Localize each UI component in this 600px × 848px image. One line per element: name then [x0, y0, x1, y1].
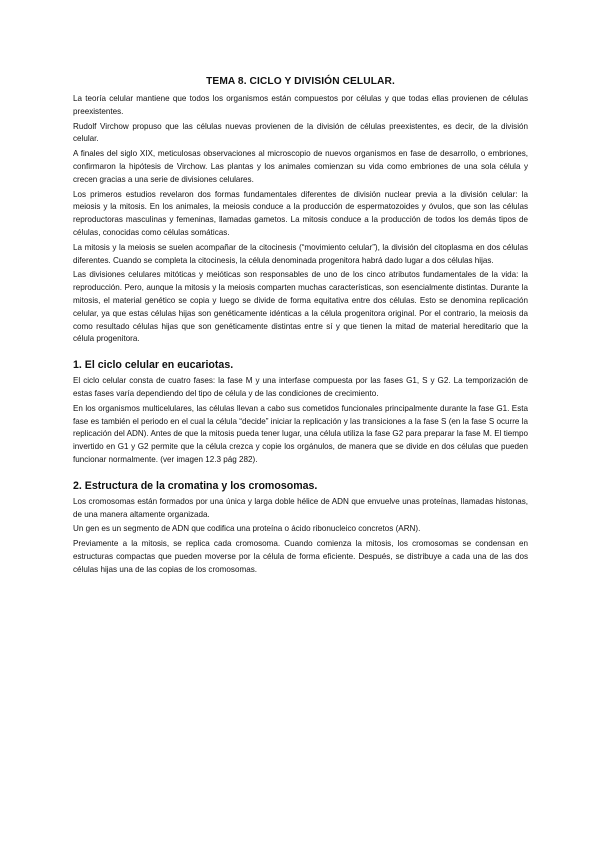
intro-paragraph: Rudolf Virchow propuso que las células nuevas provienen de la división de células preexistentes, es decir, de la división celular. [73, 121, 528, 144]
section2-paragraph: Los cromosomas están formados por una única y larga doble hélice de ADN que envuelve unas proteínas, llamadas histonas, de una manera altamente organizada. [73, 496, 528, 519]
intro-paragraph: La mitosis y la meiosis se suelen acompañar de la citocinesis (“movimiento celular”), la división del citoplasma en dos células diferentes. Cuando se completa la citocinesis, la célula denominada progenitora habrá dado lugar a dos células hijas. [73, 242, 528, 265]
intro-paragraph: Los primeros estudios revelaron dos formas fundamentales diferentes de división nuclear previa a la división celular: la meiosis y la mitosis. En los animales, la meiosis conduce a la producción de espermatozoides y óvulos, que son las células reproductoras masculinas y femeninas, llamadas gametos. La mitosis conduce a la producción de todos los demás tipos de células, conocidas como células somáticas. [73, 189, 528, 237]
section-heading-cell-cycle: 1. El ciclo celular en eucariotas. [73, 359, 234, 372]
section2-paragraph: Un gen es un segmento de ADN que codifica una proteína o ácido ribonucleico concretos (ARN). [73, 524, 421, 534]
document-title: TEMA 8. CICLO Y DIVISIÓN CELULAR. [206, 76, 395, 87]
section2-paragraph: Previamente a la mitosis, se replica cada cromosoma. Cuando comienza la mitosis, los cromosomas se condensan en estructuras compactas que pueden moverse por la célula de forma eficiente. Después, se distribuye a cada una de las dos células hijas una de las copias de los cromosomas. [73, 539, 528, 574]
intro-paragraph: La teoría celular mantiene que todos los organismos están compuestos por células y que todas ellas provienen de células preexistentes. [73, 94, 528, 116]
intro-paragraph: A finales del siglo XIX, meticulosas observaciones al microscopio de nuevos organismos en fase de desarrollo, o embriones, confirmaron la hipótesis de Virchow. Las plantas y los animales comienzan su vida como embriones de una sola célula y crecen gracias a una serie de divisiones celulares. [73, 149, 528, 184]
section1-paragraph: En los organismos multicelulares, las células llevan a cabo sus cometidos funcionales principalmente durante la fase G1. Esta fase es también el periodo en el cual la célula “decide” iniciar la replicación y las transiciones a la fase S (en la fase S ocurre la replicación del ADN). Antes de que la mitosis pueda tener lugar, una célula utiliza la fase G2 para preparar la fase M. El tiempo invertido en G1 y G2 permite que la célula crezca y copie los orgánulos, de manera que se divide en dos células que pueden funcionar normalmente. (ver imagen 12.3 pág 282). [73, 403, 528, 464]
document-body [73, 76, 528, 579]
intro-paragraph: Las divisiones celulares mitóticas y meióticas son responsables de uno de los cinco atributos fundamentales de la vida: la reproducción. Pero, aunque la mitosis y la meiosis comparten muchas características, son esencialmente distintas. Durante la mitosis, el material genético se copia y luego se divide de forma equitativa entre dos células. Esto se denomina replicación celular, ya que estas células hijas son genéticamente idénticas a la célula progenitora original. Por el contrario, la meiosis da como resultado células hijas que son genéticamente distintas entre sí y que tienen la mitad de material hereditario que la célula progenitora. [73, 270, 528, 344]
section1-paragraph: El ciclo celular consta de cuatro fases: la fase M y una interfase compuesta por las fases G1, S y G2. La temporización de estas fases varía dependiendo del tipo de célula y de las condiciones de crecimiento. [73, 376, 528, 398]
section-heading-chromatin: 2. Estructura de la cromatina y los cromosomas. [73, 479, 318, 492]
